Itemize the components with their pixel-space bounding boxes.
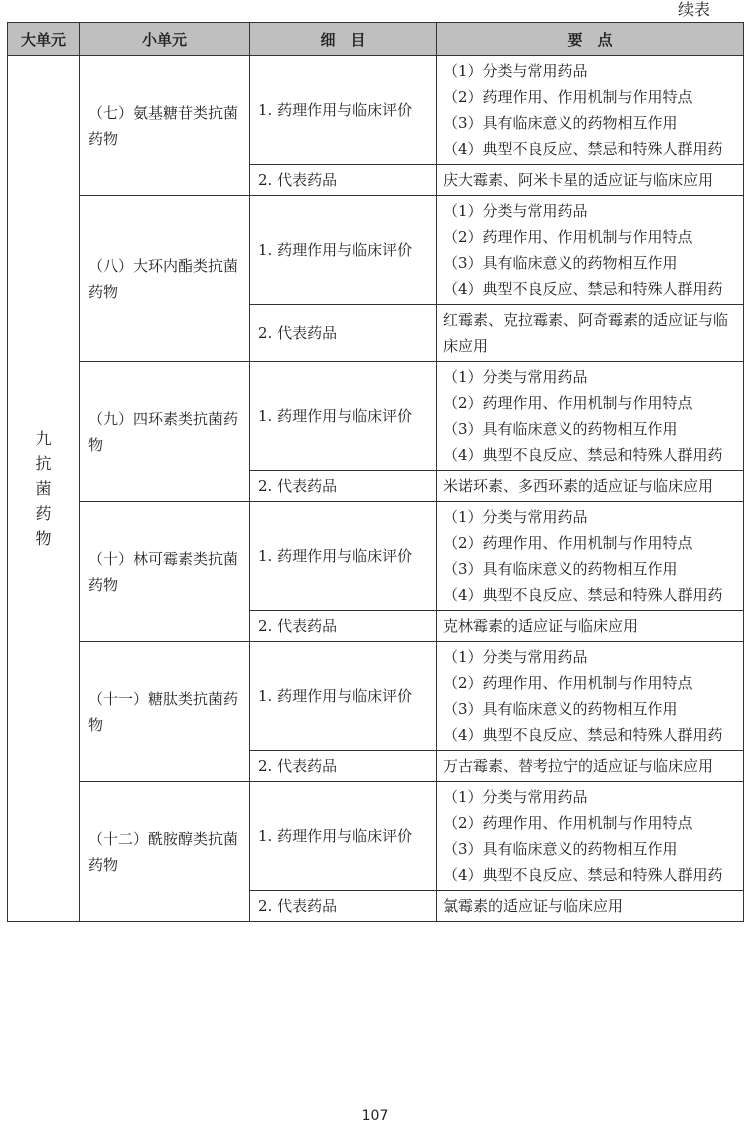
- key-point: （1）分类与常用药品: [443, 648, 588, 666]
- key-point: （2）药理作用、作用机制与作用特点: [443, 814, 693, 832]
- key-point: （4）典型不良反应、禁忌和特殊人群用药: [443, 446, 723, 464]
- table-row: [8, 362, 744, 471]
- key-point: （4）典型不良反应、禁忌和特殊人群用药: [443, 140, 723, 158]
- representative-drugs: 克林霉素的适应证与临床应用: [437, 611, 744, 642]
- representative-drugs: 红霉素、克拉霉素、阿奇霉素的适应证与临床应用: [437, 305, 744, 362]
- key-point: （1）分类与常用药品: [443, 62, 588, 80]
- key-point: （3）具有临床意义的药物相互作用: [443, 700, 678, 718]
- key-point: （1）分类与常用药品: [443, 368, 588, 386]
- header-detail: 细 目: [250, 23, 437, 56]
- major-unit-label: 九 抗菌药物: [35, 429, 68, 548]
- detail-item: 2. 代表药品: [250, 471, 437, 502]
- detail-item: 2. 代表药品: [250, 611, 437, 642]
- detail-item: 1. 药理作用与临床评价: [250, 56, 437, 165]
- key-point: （3）具有临床意义的药物相互作用: [443, 114, 678, 132]
- key-point: （3）具有临床意义的药物相互作用: [443, 254, 678, 272]
- key-points: [437, 56, 744, 165]
- key-point: （4）典型不良反应、禁忌和特殊人群用药: [443, 586, 723, 604]
- key-point: （4）典型不良反应、禁忌和特殊人群用药: [443, 726, 723, 744]
- subunit-name: （八）大环内酯类抗菌药物: [80, 196, 250, 362]
- page-number: 107: [361, 1108, 389, 1124]
- key-point: （2）药理作用、作用机制与作用特点: [443, 88, 693, 106]
- header-key-points: 要 点: [437, 23, 744, 56]
- key-point: （4）典型不良反应、禁忌和特殊人群用药: [443, 866, 723, 884]
- major-unit-cell: [8, 56, 80, 922]
- key-points: [437, 362, 744, 471]
- subunit-name: （九）四环素类抗菌药物: [80, 362, 250, 502]
- key-points: [437, 502, 744, 611]
- subunit-name: （十一）糖肽类抗菌药物: [80, 642, 250, 782]
- detail-item: 2. 代表药品: [250, 891, 437, 922]
- detail-item: 2. 代表药品: [250, 165, 437, 196]
- representative-drugs: 庆大霉素、阿米卡星的适应证与临床应用: [437, 165, 744, 196]
- detail-item: 1. 药理作用与临床评价: [250, 642, 437, 751]
- table-row: [8, 196, 744, 305]
- key-point: （3）具有临床意义的药物相互作用: [443, 840, 678, 858]
- key-point: （2）药理作用、作用机制与作用特点: [443, 674, 693, 692]
- detail-item: 2. 代表药品: [250, 751, 437, 782]
- detail-item: 1. 药理作用与临床评价: [250, 782, 437, 891]
- key-point: （4）典型不良反应、禁忌和特殊人群用药: [443, 280, 723, 298]
- key-point: （3）具有临床意义的药物相互作用: [443, 560, 678, 578]
- key-point: （1）分类与常用药品: [443, 202, 588, 220]
- table-row: [8, 502, 744, 611]
- key-point: （2）药理作用、作用机制与作用特点: [443, 534, 693, 552]
- header-row: [8, 23, 744, 56]
- header-major-unit: 大单元: [8, 23, 80, 56]
- continued-label: 续表: [677, 0, 710, 19]
- key-point: （2）药理作用、作用机制与作用特点: [443, 394, 693, 412]
- detail-item: 1. 药理作用与临床评价: [250, 362, 437, 471]
- key-points: [437, 782, 744, 891]
- detail-item: 1. 药理作用与临床评价: [250, 196, 437, 305]
- subunit-name: （十）林可霉素类抗菌药物: [80, 502, 250, 642]
- key-point: （3）具有临床意义的药物相互作用: [443, 420, 678, 438]
- representative-drugs: 氯霉素的适应证与临床应用: [437, 891, 744, 922]
- representative-drugs: 米诺环素、多西环素的适应证与临床应用: [437, 471, 744, 502]
- key-point: （2）药理作用、作用机制与作用特点: [443, 228, 693, 246]
- representative-drugs: 万古霉素、替考拉宁的适应证与临床应用: [437, 751, 744, 782]
- key-point: （1）分类与常用药品: [443, 508, 588, 526]
- subunit-name: （十二）酰胺醇类抗菌药物: [80, 782, 250, 922]
- table-row: [8, 642, 744, 751]
- table-row: [8, 782, 744, 891]
- detail-item: 1. 药理作用与临床评价: [250, 502, 437, 611]
- subunit-name: （七）氨基糖苷类抗菌药物: [80, 56, 250, 196]
- key-points: [437, 196, 744, 305]
- detail-item: 2. 代表药品: [250, 305, 437, 362]
- syllabus-table: [7, 22, 744, 922]
- header-sub-unit: 小单元: [80, 23, 250, 56]
- table-row: [8, 56, 744, 165]
- key-point: （1）分类与常用药品: [443, 788, 588, 806]
- key-points: [437, 642, 744, 751]
